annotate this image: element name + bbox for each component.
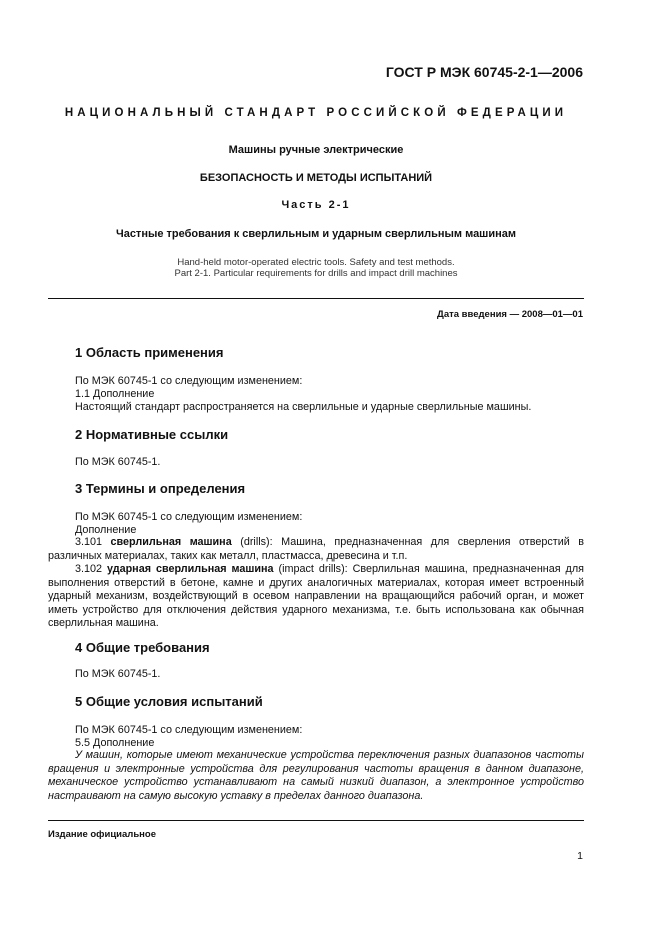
header-divider [48,298,584,299]
definition-3-101 [48,536,584,563]
definition-english: (drills): [240,536,273,548]
section-1-line-2: 1.1 Дополнение [75,388,155,400]
section-1-line-1: По МЭК 60745-1 со следующим изменением: [75,375,303,387]
part-label: Часть 2-1 [281,199,351,211]
section-4-line-1: По МЭК 60745-1. [75,668,161,680]
section-4-heading: 4 Общие требования [75,640,210,655]
edition-note: Издание официальное [48,829,156,840]
title-line-1: Машины ручные электрические [228,144,404,156]
definition-number: 3.102 [75,563,103,575]
definition-text: Сверлильная машина, предназначенная для выполнения отверстий в бетоне, камне и других аналогичных материалах, которая имеет встроенный ударный механизм, воздействующий в осевом направлении на вращающийся рабочий орган, и может иметь устройство для отключения действия ударного механизма, т.е. быть использована как обычная сверлильная машина. [48,563,584,629]
section-2-line-1: По МЭК 60745-1. [75,456,161,468]
section-5-paragraph: У машин, которые имеют механические устройства переключения разных диапазонов частоты вращения и электронные устройства для регулирования частоты вращения в данном диапазоне, механическое устройство устанавливают на самый низкий диапазон, а электронное устройство настраивают на самую высокую уставку в пределах данного диапазона. [48,749,584,802]
section-3-heading: 3 Термины и определения [75,481,246,496]
section-1-heading: 1 Область применения [75,345,224,360]
section-3-line-1: По МЭК 60745-1 со следующим изменением: [75,511,303,523]
definition-text: Машина, предназначенная для сверления отверстий в различных материалах, таких как металл, пластмасса, древесина и т.п. [48,536,585,562]
section-2-heading: 2 Нормативные ссылки [75,427,229,442]
section-1-line-3: Настоящий стандарт распространяется на сверлильные и ударные сверлильные машины. [75,401,532,413]
definition-term: ударная сверлильная машина [106,563,274,575]
definition-term: сверлильная машина [110,536,232,548]
footer-divider [48,820,584,821]
definition-number: 3.101 [75,536,103,548]
page-number: 1 [577,850,583,862]
english-title-1: Hand-held motor-operated electric tools. Safety and test methods. [177,257,455,268]
section-5-line-2: 5.5 Дополнение [75,737,155,749]
title-line-4: Частные требования к сверлильным и ударным сверлильным машинам [115,228,517,240]
section-3-line-2: Дополнение [75,524,137,536]
effective-date: Дата введения — 2008—01—01 [437,309,583,320]
section-5-line-1: По МЭК 60745-1 со следующим изменением: [75,724,303,736]
english-title-2: Part 2-1. Particular requirements for drills and impact drill machines [174,268,458,279]
definition-3-102 [48,563,584,631]
standard-banner: НАЦИОНАЛЬНЫЙ СТАНДАРТ РОССИЙСКОЙ ФЕДЕРАЦИИ [64,107,568,119]
section-5-heading: 5 Общие условия испытаний [75,694,263,709]
definition-english: (impact drills): [278,563,348,575]
document-code: ГОСТ Р МЭК 60745-2-1—2006 [385,64,583,80]
title-line-2: БЕЗОПАСНОСТЬ И МЕТОДЫ ИСПЫТАНИЙ [199,172,433,184]
